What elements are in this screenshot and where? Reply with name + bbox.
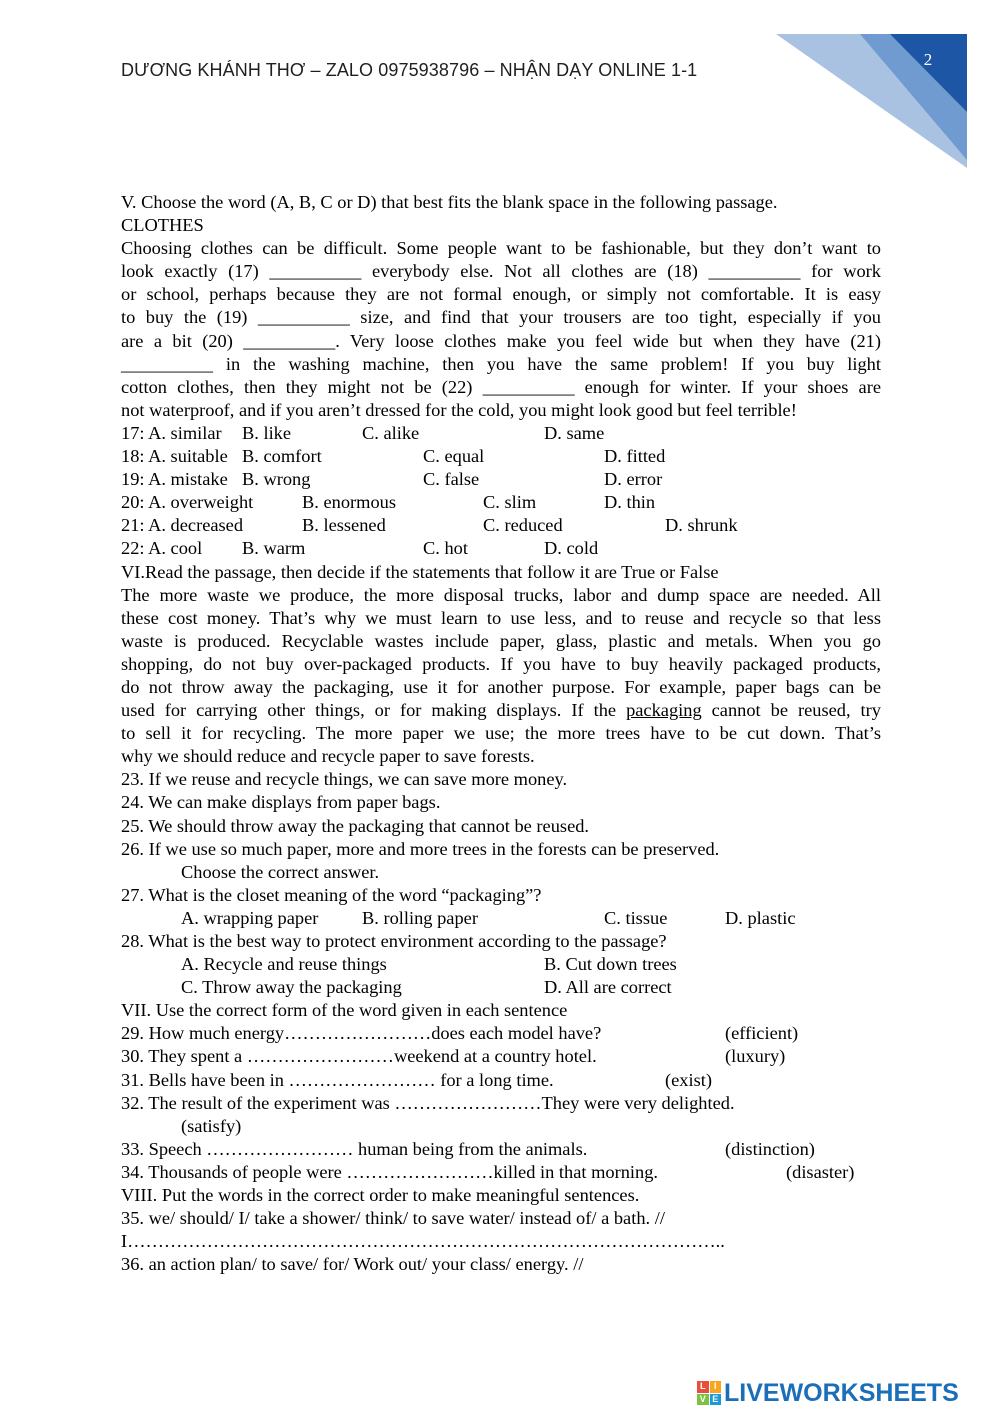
options-row-17 bbox=[121, 422, 881, 445]
option: A. Recycle and reuse things bbox=[181, 954, 387, 975]
statement: 25. We should throw away the packaging that cannot be reused. bbox=[121, 815, 590, 836]
option: C. slim bbox=[483, 492, 537, 513]
passage-line: these cost money. That’s why we must learn to use less, and to reuse and recycle so that less bbox=[121, 607, 881, 628]
logo-letter: V bbox=[697, 1394, 709, 1406]
option: C. equal bbox=[423, 446, 485, 467]
word-form-item-34 bbox=[121, 1161, 881, 1184]
passage-line: Choosing clothes can be difficult. Some people want to be fashionable, but they don’t want to bbox=[121, 238, 881, 259]
passage-line: not waterproof, and if you aren’t dressed for the cold, you might look good but feel terrible! bbox=[121, 399, 797, 420]
word-form-item-29 bbox=[121, 1022, 881, 1045]
choose-label: Choose the correct answer. bbox=[181, 861, 380, 882]
option: D. thin bbox=[604, 492, 656, 513]
option: B. comfort bbox=[242, 446, 322, 467]
passage-text: cannot be reused, try bbox=[711, 700, 881, 721]
option: C. tissue bbox=[604, 907, 668, 928]
passage-line: why we should reduce and recycle paper to save forests. bbox=[121, 746, 535, 767]
option: D. error bbox=[604, 469, 663, 490]
passage-line: do not throw away the packaging, use it for another purpose. For example, paper bags can be bbox=[121, 676, 881, 697]
page-number: 2 bbox=[923, 50, 933, 69]
passage-line: look exactly (17) __________ everybody else. Not all clothes are (18) __________ for work bbox=[121, 261, 881, 282]
question-28: 28. What is the best way to protect environment according to the passage? bbox=[121, 931, 667, 951]
options-row-20 bbox=[121, 491, 881, 514]
question-35: 35. we/ should/ I/ take a shower/ think/ to save water/ instead of/ a bath. // bbox=[121, 1208, 665, 1229]
option: D. plastic bbox=[725, 907, 796, 928]
option: D. same bbox=[544, 422, 605, 443]
item-text: 30. They spent a ……………………weekend at a country hotel. bbox=[121, 1046, 597, 1067]
option: A. wrapping paper bbox=[181, 907, 319, 928]
question-27: 27. What is the closet meaning of the word “packaging”? bbox=[121, 884, 542, 905]
logo-icon bbox=[697, 1381, 721, 1405]
section-8-instruction: VIII. Put the words in the correct order to make meaningful sentences. bbox=[121, 1185, 640, 1206]
section-7-instruction: VII. Use the correct form of the word given in each sentence bbox=[121, 1000, 568, 1021]
section-6-instruction: VI.Read the passage, then decide if the statements that follow it are True or False bbox=[121, 561, 719, 582]
option: C. alike bbox=[362, 422, 420, 443]
options-row-28b bbox=[121, 976, 881, 999]
passage-title: CLOTHES bbox=[121, 215, 204, 236]
passage-line: or school, perhaps because they are not formal enough, or simply not comfortable. It is easy bbox=[121, 284, 881, 305]
passage-line: __________ in the washing machine, then you have the same problem! If you buy light bbox=[121, 353, 881, 374]
question-36: 36. an action plan/ to save/ for/ Work out/ your class/ energy. // bbox=[121, 1254, 584, 1275]
word-hint: (disaster) bbox=[786, 1161, 855, 1182]
option: B. enormous bbox=[302, 492, 396, 513]
passage-line: are a bit (20) __________. Very loose clothes make you feel wide but when they have (21) bbox=[121, 330, 881, 351]
options-row-19 bbox=[121, 468, 881, 491]
option: C. hot bbox=[423, 538, 468, 559]
item-text: 31. Bells have been in …………………… for a long time. bbox=[121, 1069, 554, 1090]
word-hint: (efficient) bbox=[725, 1023, 799, 1044]
header-corner-decoration bbox=[0, 0, 1000, 200]
options-row-22 bbox=[121, 537, 881, 560]
worksheet-content bbox=[121, 191, 881, 1276]
passage-line: shopping, do not buy over-packaged products. If you have to buy heavily packaged products, bbox=[121, 653, 881, 674]
word-form-item-31 bbox=[121, 1069, 881, 1092]
option: B. rolling paper bbox=[362, 907, 478, 928]
options-row-27 bbox=[121, 907, 881, 930]
waste-passage bbox=[121, 584, 881, 746]
logo-letter: E bbox=[710, 1394, 722, 1406]
statement: 24. We can make displays from paper bags. bbox=[121, 792, 441, 813]
option: C. Throw away the packaging bbox=[181, 977, 402, 998]
page-header: DƯƠNG KHÁNH THƠ – ZALO 0975938796 – NHẬN DẠY ONLINE 1-1 bbox=[121, 60, 698, 80]
option: B. warm bbox=[242, 538, 306, 559]
logo-letter: L bbox=[697, 1381, 709, 1393]
option: 17: A. similar bbox=[121, 422, 222, 443]
option: 22: A. cool bbox=[121, 538, 203, 559]
logo-text: LIVEWORKSHEETS bbox=[724, 1379, 959, 1407]
logo-letter: I bbox=[710, 1381, 722, 1393]
option: D. shrunk bbox=[665, 515, 738, 536]
option: 19: A. mistake bbox=[121, 469, 228, 490]
passage-line: to sell it for recycling. The more paper we use; the more trees have to be cut down. That’s bbox=[121, 723, 881, 744]
word-form-item-30 bbox=[121, 1045, 881, 1068]
section-5-instruction: V. Choose the word (A, B, C or D) that best fits the blank space in the following passage. bbox=[121, 192, 778, 212]
item-text: 29. How much energy……………………does each model have? bbox=[121, 1023, 602, 1044]
word-hint: (satisfy) bbox=[181, 1115, 242, 1136]
options-row-28a bbox=[121, 953, 881, 976]
passage-line: waste is produced. Recyclable wastes include paper, glass, plastic and metals. When you go bbox=[121, 630, 881, 651]
option: B. lessened bbox=[302, 515, 386, 536]
word-hint: (exist) bbox=[665, 1069, 712, 1090]
statement: 23. If we reuse and recycle things, we can save more money. bbox=[121, 769, 568, 790]
word-form-item-33 bbox=[121, 1138, 881, 1161]
passage-text: used for carrying other things, or for making displays. If the bbox=[121, 700, 617, 721]
clothes-passage bbox=[121, 237, 881, 399]
option: C. false bbox=[423, 469, 480, 490]
word-hint: (luxury) bbox=[725, 1046, 786, 1067]
word-form-item-32: 32. The result of the experiment was ……………………They were very delighted. bbox=[121, 1092, 735, 1113]
options-row-18 bbox=[121, 445, 881, 468]
option: B. Cut down trees bbox=[544, 954, 677, 975]
passage-line bbox=[121, 699, 881, 722]
statement: 26. If we use so much paper, more and more trees in the forests can be preserved. bbox=[121, 838, 720, 859]
item-text: 33. Speech …………………… human being from the animals. bbox=[121, 1138, 588, 1159]
liveworksheets-logo bbox=[697, 1380, 959, 1406]
option: D. cold bbox=[544, 538, 599, 559]
option: B. wrong bbox=[242, 469, 311, 490]
passage-line: to buy the (19) __________ size, and find that your trousers are too tight, especially if you bbox=[121, 307, 881, 328]
option: D. fitted bbox=[604, 446, 666, 467]
item-text: 34. Thousands of people were ……………………killed in that morning. bbox=[121, 1161, 659, 1182]
answer-line-35: I…………………………………………………………………………………….. bbox=[121, 1231, 725, 1252]
option: 20: A. overweight bbox=[121, 492, 254, 513]
options-row-21 bbox=[121, 514, 881, 537]
option: 18: A. suitable bbox=[121, 446, 228, 467]
option: D. All are correct bbox=[544, 977, 672, 998]
option: C. reduced bbox=[483, 515, 563, 536]
option: 21: A. decreased bbox=[121, 515, 244, 536]
underlined-word-packaging: packaging bbox=[626, 700, 702, 721]
passage-line: The more waste we produce, the more disposal trucks, labor and dump space are needed. All bbox=[121, 584, 881, 605]
passage-line: cotton clothes, then they might not be (22) __________ enough for winter. If your shoes are bbox=[121, 376, 881, 397]
option: B. like bbox=[242, 422, 292, 443]
word-hint: (distinction) bbox=[725, 1138, 815, 1159]
